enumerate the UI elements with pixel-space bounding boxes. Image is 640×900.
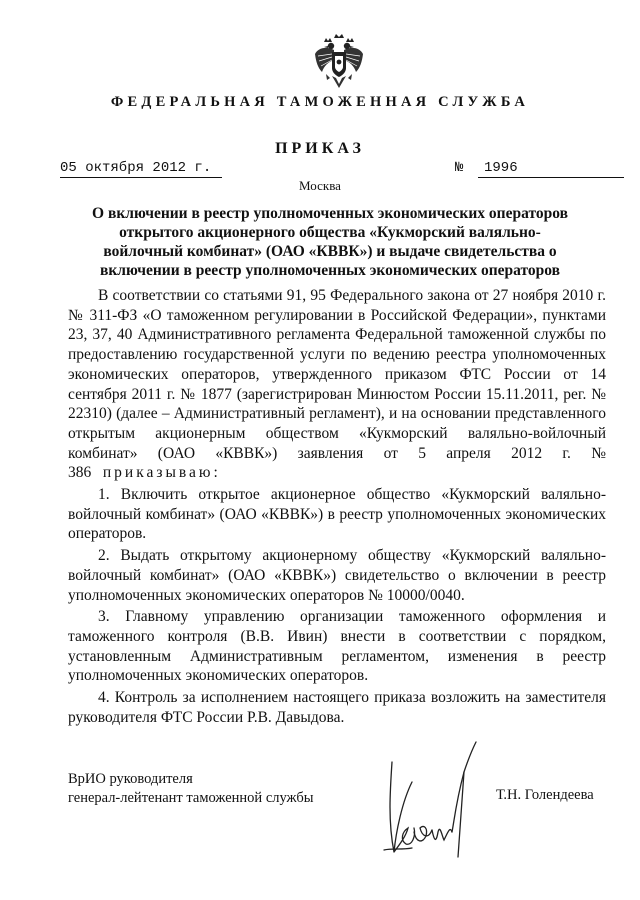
document-title: О включении в реестр уполномоченных экономических операторов открытого акционерного общества «Кукморский валяльно-войлочный комбинат» (ОАО «КВВК») и выдаче свидетельства о включении в реестр уполномоченных экономических операторов [92, 205, 568, 279]
agency-name: ФЕДЕРАЛЬНАЯ ТАМОЖЕННАЯ СЛУЖБА [110, 94, 530, 110]
order-number-label: № [455, 160, 464, 176]
order-word: приказываю: [102, 464, 221, 482]
document-type: ПРИКАЗ [275, 140, 365, 157]
order-item-3: 3. Главному управлению организации таможенного оформления и таможенного контроля (В.В. Ивин) внести в соответствии с порядком, установленным Административным регламентом, изменения в реестр уполномоченных экономических операторов. [68, 608, 606, 685]
preamble-paragraph [68, 286, 606, 483]
city: Москва [299, 178, 341, 193]
preamble-text: В соответствии со статьями 91, 95 Федерального закона от 27 ноября 2010 г. № 311-ФЗ «О таможенном регулировании в Российской Федерации», пунктами 23, 37, 40 Административного регламента Федеральной таможенной службы по предоставлению государственной услуги по ведению реестра уполномоченных экономических операторов, утвержденного приказом ФТС России от 14 сентября 2011 г. № 1877 (зарегистрирован Минюстом России 15.11.2011, рег. № 22310) (далее – Административный регламент), и на основании представленного открытым акционерным обществом «Кукморский валяльно-войлочный комбинат» (ОАО «КВВК») заявления от 5 апреля 2012 г. № 386 [68, 287, 606, 482]
order-item-2: 2. Выдать открытому акционерному обществу «Кукморский валяльно-войлочный комбинат» (ОАО «КВВК») свидетельство о включении в реестр уполномоченных экономических операторов № 10000/0040. [68, 547, 606, 604]
order-item-1: 1. Включить открытое акционерное общество «Кукморский валяльно-войлочный комбинат» (ОАО «КВВК») в реестр уполномоченных экономических операторов. [68, 486, 606, 543]
position-line-2: генерал-лейтенант таможенной службы [68, 790, 314, 806]
date-number-row [60, 160, 580, 180]
russian-coat-of-arms-icon [312, 32, 366, 92]
order-date: 05 октября 2012 г. [60, 160, 222, 178]
handwritten-signature-icon [372, 732, 484, 872]
signer-name: Т.Н. Голендеева [496, 787, 594, 803]
order-number: 1996 [478, 160, 624, 178]
position-line-1: ВрИО руководителя [68, 771, 193, 787]
document-body [68, 286, 606, 727]
signatory-position [68, 770, 314, 808]
order-item-4: 4. Контроль за исполнением настоящего приказа возложить на заместителя руководителя ФТС России Р.В. Давыдова. [68, 689, 606, 726]
